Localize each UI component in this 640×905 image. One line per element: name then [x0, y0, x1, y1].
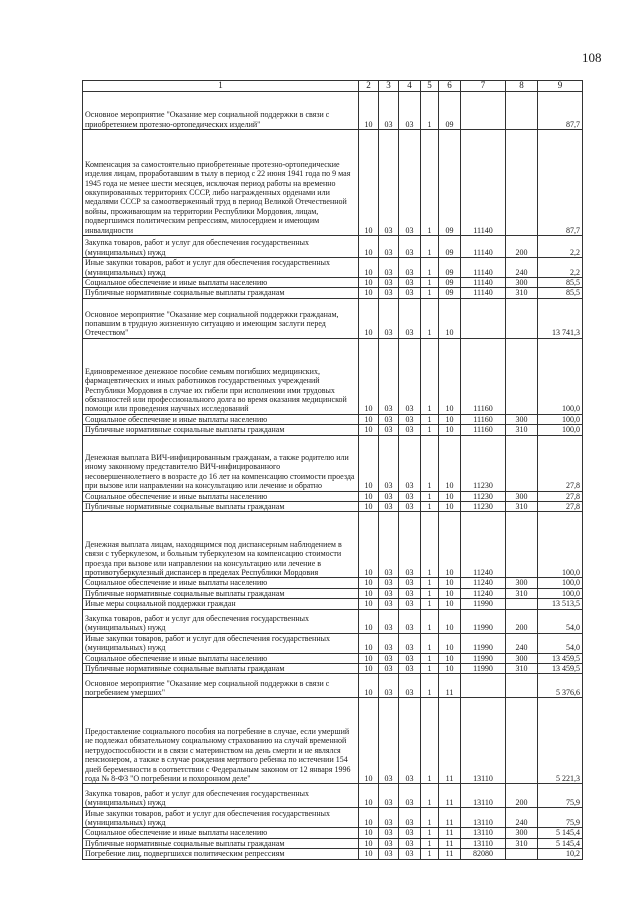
subsection-code: 03: [379, 338, 399, 414]
program-code: 03: [399, 414, 421, 424]
event-code: 11: [439, 849, 461, 859]
event-code: 09: [439, 288, 461, 298]
row-description: Социальное обеспечение и иные выплаты населению: [83, 828, 359, 838]
expense-type-code: [506, 298, 538, 338]
section-code: 10: [359, 236, 379, 258]
row-amount: 5 221,3: [538, 698, 583, 784]
subsection-code: 03: [379, 609, 399, 633]
program-code: 03: [399, 698, 421, 784]
expense-type-code: 310: [506, 588, 538, 598]
program-code: 03: [399, 664, 421, 674]
subsection-code: 03: [379, 808, 399, 828]
table-row: [83, 338, 583, 414]
direction-code: 11240: [461, 578, 506, 588]
direction-code: 11140: [461, 288, 506, 298]
row-amount: 5 145,4: [538, 828, 583, 838]
subprogram-code: 1: [421, 425, 439, 435]
event-code: 10: [439, 298, 461, 338]
event-code: 10: [439, 599, 461, 609]
row-amount: 27,8: [538, 502, 583, 512]
direction-code: 11990: [461, 653, 506, 663]
program-code: 03: [399, 588, 421, 598]
column-header: 6: [439, 81, 461, 92]
subprogram-code: 1: [421, 849, 439, 859]
subsection-code: 03: [379, 258, 399, 278]
row-description: Социальное обеспечение и иные выплаты населению: [83, 653, 359, 663]
table-row: [83, 828, 583, 838]
table-row: [83, 258, 583, 278]
row-description: Публичные нормативные социальные выплаты гражданам: [83, 502, 359, 512]
event-code: 10: [439, 664, 461, 674]
direction-code: 11230: [461, 435, 506, 491]
row-description: Денежная выплата лицам, находящимся под диспансерным наблюдением в связи с туберкулезом, и больным туберкулезом на компенсацию стоимости проезда при вызове или направлении на консультацию или лечение в противотуберкулезный диспансер в пределах Республики Мордовия: [83, 512, 359, 578]
row-description: Иные закупки товаров, работ и услуг для обеспечения государственных (муниципальных) нужд: [83, 633, 359, 653]
table-body: [83, 92, 583, 860]
table-row: [83, 784, 583, 808]
expense-type-code: 200: [506, 784, 538, 808]
subsection-code: 03: [379, 512, 399, 578]
section-code: 10: [359, 578, 379, 588]
subsection-code: 03: [379, 236, 399, 258]
program-code: 03: [399, 838, 421, 848]
section-code: 10: [359, 502, 379, 512]
subprogram-code: 1: [421, 414, 439, 424]
direction-code: 13110: [461, 698, 506, 784]
program-code: 03: [399, 512, 421, 578]
event-code: 09: [439, 130, 461, 236]
expense-type-code: [506, 338, 538, 414]
subsection-code: 03: [379, 849, 399, 859]
subsection-code: 03: [379, 633, 399, 653]
event-code: 10: [439, 414, 461, 424]
direction-code: 11140: [461, 258, 506, 278]
section-code: 10: [359, 338, 379, 414]
row-description: Социальное обеспечение и иные выплаты населению: [83, 278, 359, 288]
row-description: Публичные нормативные социальные выплаты гражданам: [83, 664, 359, 674]
row-description: Иные меры социальной поддержки граждан: [83, 599, 359, 609]
direction-code: 11990: [461, 633, 506, 653]
subsection-code: 03: [379, 491, 399, 501]
expense-type-code: 300: [506, 578, 538, 588]
subsection-code: 03: [379, 298, 399, 338]
table-row: [83, 838, 583, 848]
table-row: [83, 130, 583, 236]
row-description: Закупка товаров, работ и услуг для обеспечения государственных (муниципальных) нужд: [83, 784, 359, 808]
subprogram-code: 1: [421, 92, 439, 130]
subsection-code: 03: [379, 588, 399, 598]
section-code: 10: [359, 609, 379, 633]
row-description: Публичные нормативные социальные выплаты гражданам: [83, 588, 359, 598]
event-code: 10: [439, 578, 461, 588]
subsection-code: 03: [379, 664, 399, 674]
section-code: 10: [359, 664, 379, 674]
event-code: 10: [439, 512, 461, 578]
event-code: 10: [439, 609, 461, 633]
subsection-code: 03: [379, 425, 399, 435]
direction-code: 11140: [461, 278, 506, 288]
program-code: 03: [399, 502, 421, 512]
subprogram-code: 1: [421, 599, 439, 609]
row-amount: 100,0: [538, 414, 583, 424]
subprogram-code: 1: [421, 633, 439, 653]
direction-code: 11240: [461, 512, 506, 578]
direction-code: 11160: [461, 414, 506, 424]
subsection-code: 03: [379, 92, 399, 130]
row-amount: 5 145,4: [538, 838, 583, 848]
program-code: 03: [399, 258, 421, 278]
program-code: 03: [399, 578, 421, 588]
section-code: 10: [359, 298, 379, 338]
row-description: Основное мероприятие "Оказание мер социальной поддержки в связи с приобретением протезно-ортопедических изделий": [83, 92, 359, 130]
program-code: 03: [399, 674, 421, 698]
subprogram-code: 1: [421, 130, 439, 236]
direction-code: 11160: [461, 338, 506, 414]
subprogram-code: 1: [421, 674, 439, 698]
subsection-code: 03: [379, 599, 399, 609]
program-code: 03: [399, 236, 421, 258]
event-code: 11: [439, 838, 461, 848]
event-code: 10: [439, 491, 461, 501]
program-code: 03: [399, 288, 421, 298]
direction-code: [461, 92, 506, 130]
direction-code: 13110: [461, 784, 506, 808]
program-code: 03: [399, 278, 421, 288]
row-description: Закупка товаров, работ и услуг для обеспечения государственных (муниципальных) нужд: [83, 609, 359, 633]
table-row: [83, 698, 583, 784]
row-description: Погребение лиц, подвергшихся политическим репрессиям: [83, 849, 359, 859]
subsection-code: 03: [379, 288, 399, 298]
row-description: Денежная выплата ВИЧ-инфицированным гражданам, а также родителю или иному законному представителю ВИЧ-инфицированного несовершеннолетнего в возрасте до 16 лет на компенсацию стоимости проезда при вызове или направлении на консультацию или лечение и обратно: [83, 435, 359, 491]
direction-code: 13110: [461, 808, 506, 828]
table-row: [83, 278, 583, 288]
program-code: 03: [399, 849, 421, 859]
row-amount: 87,7: [538, 130, 583, 236]
subprogram-code: 1: [421, 828, 439, 838]
event-code: 11: [439, 698, 461, 784]
expense-type-code: [506, 512, 538, 578]
direction-code: [461, 674, 506, 698]
event-code: 09: [439, 92, 461, 130]
expense-type-code: 240: [506, 633, 538, 653]
section-code: 10: [359, 653, 379, 663]
row-amount: 85,5: [538, 278, 583, 288]
subprogram-code: 1: [421, 578, 439, 588]
program-code: 03: [399, 808, 421, 828]
subsection-code: 03: [379, 435, 399, 491]
section-code: 10: [359, 838, 379, 848]
subsection-code: 03: [379, 502, 399, 512]
section-code: 10: [359, 435, 379, 491]
program-code: 03: [399, 653, 421, 663]
section-code: 10: [359, 588, 379, 598]
event-code: 11: [439, 828, 461, 838]
event-code: 10: [439, 633, 461, 653]
event-code: 10: [439, 435, 461, 491]
event-code: 10: [439, 588, 461, 598]
table-row: [83, 849, 583, 859]
table-row: [83, 236, 583, 258]
row-amount: 27,8: [538, 435, 583, 491]
row-amount: 13 459,5: [538, 664, 583, 674]
section-code: 10: [359, 414, 379, 424]
table-row: [83, 491, 583, 501]
row-amount: 85,5: [538, 288, 583, 298]
direction-code: 11140: [461, 130, 506, 236]
direction-code: 11160: [461, 425, 506, 435]
subsection-code: 03: [379, 838, 399, 848]
event-code: 10: [439, 338, 461, 414]
expense-type-code: 310: [506, 664, 538, 674]
section-code: 10: [359, 633, 379, 653]
section-code: 10: [359, 278, 379, 288]
subprogram-code: 1: [421, 784, 439, 808]
subprogram-code: 1: [421, 838, 439, 848]
subprogram-code: 1: [421, 288, 439, 298]
section-code: 10: [359, 599, 379, 609]
program-code: 03: [399, 633, 421, 653]
subprogram-code: 1: [421, 698, 439, 784]
direction-code: [461, 298, 506, 338]
row-amount: 5 376,6: [538, 674, 583, 698]
program-code: 03: [399, 599, 421, 609]
table-row: [83, 599, 583, 609]
table-row: [83, 578, 583, 588]
table-row: [83, 298, 583, 338]
table-row: [83, 653, 583, 663]
section-code: 10: [359, 808, 379, 828]
program-code: 03: [399, 435, 421, 491]
table-header-row: [83, 81, 583, 92]
row-amount: 100,0: [538, 425, 583, 435]
subprogram-code: 1: [421, 236, 439, 258]
column-header: 1: [83, 81, 359, 92]
expense-type-code: 200: [506, 236, 538, 258]
section-code: 10: [359, 92, 379, 130]
table-row: [83, 609, 583, 633]
expense-type-code: [506, 130, 538, 236]
event-code: 09: [439, 278, 461, 288]
row-description: Иные закупки товаров, работ и услуг для обеспечения государственных (муниципальных) нужд: [83, 808, 359, 828]
expense-type-code: [506, 435, 538, 491]
subprogram-code: 1: [421, 435, 439, 491]
subsection-code: 03: [379, 653, 399, 663]
table-row: [83, 633, 583, 653]
expense-type-code: 200: [506, 609, 538, 633]
subprogram-code: 1: [421, 502, 439, 512]
subprogram-code: 1: [421, 491, 439, 501]
table-row: [83, 674, 583, 698]
section-code: 10: [359, 849, 379, 859]
expense-type-code: 300: [506, 828, 538, 838]
section-code: 10: [359, 784, 379, 808]
row-amount: 75,9: [538, 784, 583, 808]
row-description: Социальное обеспечение и иные выплаты населению: [83, 414, 359, 424]
page-number: 108: [582, 50, 602, 65]
event-code: 10: [439, 502, 461, 512]
expense-type-code: 300: [506, 653, 538, 663]
expense-type-code: 240: [506, 258, 538, 278]
expense-type-code: 240: [506, 808, 538, 828]
section-code: 10: [359, 491, 379, 501]
row-amount: 10,2: [538, 849, 583, 859]
program-code: 03: [399, 491, 421, 501]
row-amount: 87,7: [538, 92, 583, 130]
subprogram-code: 1: [421, 258, 439, 278]
expense-type-code: 310: [506, 838, 538, 848]
row-description: Основное мероприятие "Оказание мер социальной поддержки в связи с погребением умерших": [83, 674, 359, 698]
column-header: 4: [399, 81, 421, 92]
row-amount: 13 741,3: [538, 298, 583, 338]
section-code: 10: [359, 288, 379, 298]
column-header: 8: [506, 81, 538, 92]
direction-code: 82080: [461, 849, 506, 859]
row-description: Закупка товаров, работ и услуг для обеспечения государственных (муниципальных) нужд: [83, 236, 359, 258]
table-row: [83, 288, 583, 298]
row-amount: 13 513,5: [538, 599, 583, 609]
direction-code: 13110: [461, 838, 506, 848]
subsection-code: 03: [379, 698, 399, 784]
row-description: Публичные нормативные социальные выплаты гражданам: [83, 425, 359, 435]
section-code: 10: [359, 130, 379, 236]
expense-type-code: [506, 599, 538, 609]
subsection-code: 03: [379, 674, 399, 698]
event-code: 10: [439, 425, 461, 435]
subprogram-code: 1: [421, 609, 439, 633]
row-amount: 100,0: [538, 512, 583, 578]
subsection-code: 03: [379, 414, 399, 424]
row-amount: 13 459,5: [538, 653, 583, 663]
column-header: 9: [538, 81, 583, 92]
row-amount: 100,0: [538, 578, 583, 588]
event-code: 11: [439, 674, 461, 698]
direction-code: 11240: [461, 588, 506, 598]
table-row: [83, 808, 583, 828]
direction-code: 11140: [461, 236, 506, 258]
table-row: [83, 512, 583, 578]
direction-code: 11990: [461, 609, 506, 633]
program-code: 03: [399, 784, 421, 808]
event-code: 09: [439, 236, 461, 258]
row-amount: 100,0: [538, 588, 583, 598]
row-description: Социальное обеспечение и иные выплаты населению: [83, 578, 359, 588]
program-code: 03: [399, 298, 421, 338]
expense-type-code: 300: [506, 414, 538, 424]
expense-type-code: [506, 698, 538, 784]
row-amount: 75,9: [538, 808, 583, 828]
expense-type-code: 310: [506, 502, 538, 512]
table-row: [83, 435, 583, 491]
table-row: [83, 92, 583, 130]
direction-code: 13110: [461, 828, 506, 838]
table-row: [83, 414, 583, 424]
direction-code: 11990: [461, 664, 506, 674]
expense-type-code: 300: [506, 278, 538, 288]
subsection-code: 03: [379, 130, 399, 236]
row-description: Компенсация за самостоятельно приобретенные протезно-ортопедические изделия лицам, проработавшим в тылу в период с 22 июня 1941 года по 9 мая 1945 года не менее шести месяцев, исключая период работы на временно оккупированных территориях СССР, либо награжденных орденами или медалями СССР за самоотверженный труд в период Великой Отечественной войны, проживающим на территории Республики Мордовия, лицам, подвергшимся политическим репрессиям, милосердием и имеющим инвалидности: [83, 130, 359, 236]
column-header: 3: [379, 81, 399, 92]
subsection-code: 03: [379, 578, 399, 588]
row-description: Иные закупки товаров, работ и услуг для обеспечения государственных (муниципальных) нужд: [83, 258, 359, 278]
row-description: Социальное обеспечение и иные выплаты населению: [83, 491, 359, 501]
column-header: 5: [421, 81, 439, 92]
row-amount: 2,2: [538, 236, 583, 258]
column-header: 2: [359, 81, 379, 92]
expense-type-code: [506, 674, 538, 698]
direction-code: 11990: [461, 599, 506, 609]
row-description: Публичные нормативные социальные выплаты гражданам: [83, 288, 359, 298]
expense-type-code: 300: [506, 491, 538, 501]
section-code: 10: [359, 828, 379, 838]
expense-type-code: [506, 92, 538, 130]
budget-table: [82, 80, 583, 860]
subprogram-code: 1: [421, 653, 439, 663]
section-code: 10: [359, 425, 379, 435]
event-code: 11: [439, 784, 461, 808]
section-code: 10: [359, 512, 379, 578]
row-description: Предоставление социального пособия на погребение в случае, если умерший не подлежал обязательному социальному страхованию на случай временной нетрудоспособности и в связи с материнством на день смерти и не являлся пенсионером, а также в случае рождения мертвого ребенка по истечении 154 дней беременности в соответствии с Федеральным законом от 12 января 1996 года № 8-ФЗ "О погребении и похоронном деле": [83, 698, 359, 784]
subprogram-code: 1: [421, 338, 439, 414]
expense-type-code: 310: [506, 288, 538, 298]
table-row: [83, 588, 583, 598]
program-code: 03: [399, 828, 421, 838]
section-code: 10: [359, 674, 379, 698]
row-amount: 2,2: [538, 258, 583, 278]
subprogram-code: 1: [421, 808, 439, 828]
direction-code: 11230: [461, 502, 506, 512]
row-amount: 54,0: [538, 609, 583, 633]
subsection-code: 03: [379, 828, 399, 838]
row-amount: 54,0: [538, 633, 583, 653]
subprogram-code: 1: [421, 512, 439, 578]
subsection-code: 03: [379, 278, 399, 288]
program-code: 03: [399, 609, 421, 633]
program-code: 03: [399, 425, 421, 435]
table-row: [83, 425, 583, 435]
expense-type-code: 310: [506, 425, 538, 435]
subsection-code: 03: [379, 784, 399, 808]
program-code: 03: [399, 338, 421, 414]
subprogram-code: 1: [421, 664, 439, 674]
row-description: Единовременное денежное пособие семьям погибших медицинских, фармацевтических и иных работников государственных учреждений Республики Мордовия в случае их гибели при исполнении ими трудовых обязанностей или профессионального долга во время оказания медицинской помощи или проведения научных исследований: [83, 338, 359, 414]
section-code: 10: [359, 258, 379, 278]
column-header: 7: [461, 81, 506, 92]
subprogram-code: 1: [421, 278, 439, 288]
event-code: 09: [439, 258, 461, 278]
program-code: 03: [399, 130, 421, 236]
row-amount: 27,8: [538, 491, 583, 501]
program-code: 03: [399, 92, 421, 130]
row-description: Публичные нормативные социальные выплаты гражданам: [83, 838, 359, 848]
expense-type-code: [506, 849, 538, 859]
table-row: [83, 502, 583, 512]
section-code: 10: [359, 698, 379, 784]
subprogram-code: 1: [421, 298, 439, 338]
event-code: 11: [439, 808, 461, 828]
row-amount: 100,0: [538, 338, 583, 414]
subprogram-code: 1: [421, 588, 439, 598]
event-code: 10: [439, 653, 461, 663]
row-description: Основное мероприятие "Оказание мер социальной поддержки гражданам, попавшим в трудную жизненную ситуацию и имеющим заслуги перед Отечеством": [83, 298, 359, 338]
direction-code: 11230: [461, 491, 506, 501]
table-row: [83, 664, 583, 674]
